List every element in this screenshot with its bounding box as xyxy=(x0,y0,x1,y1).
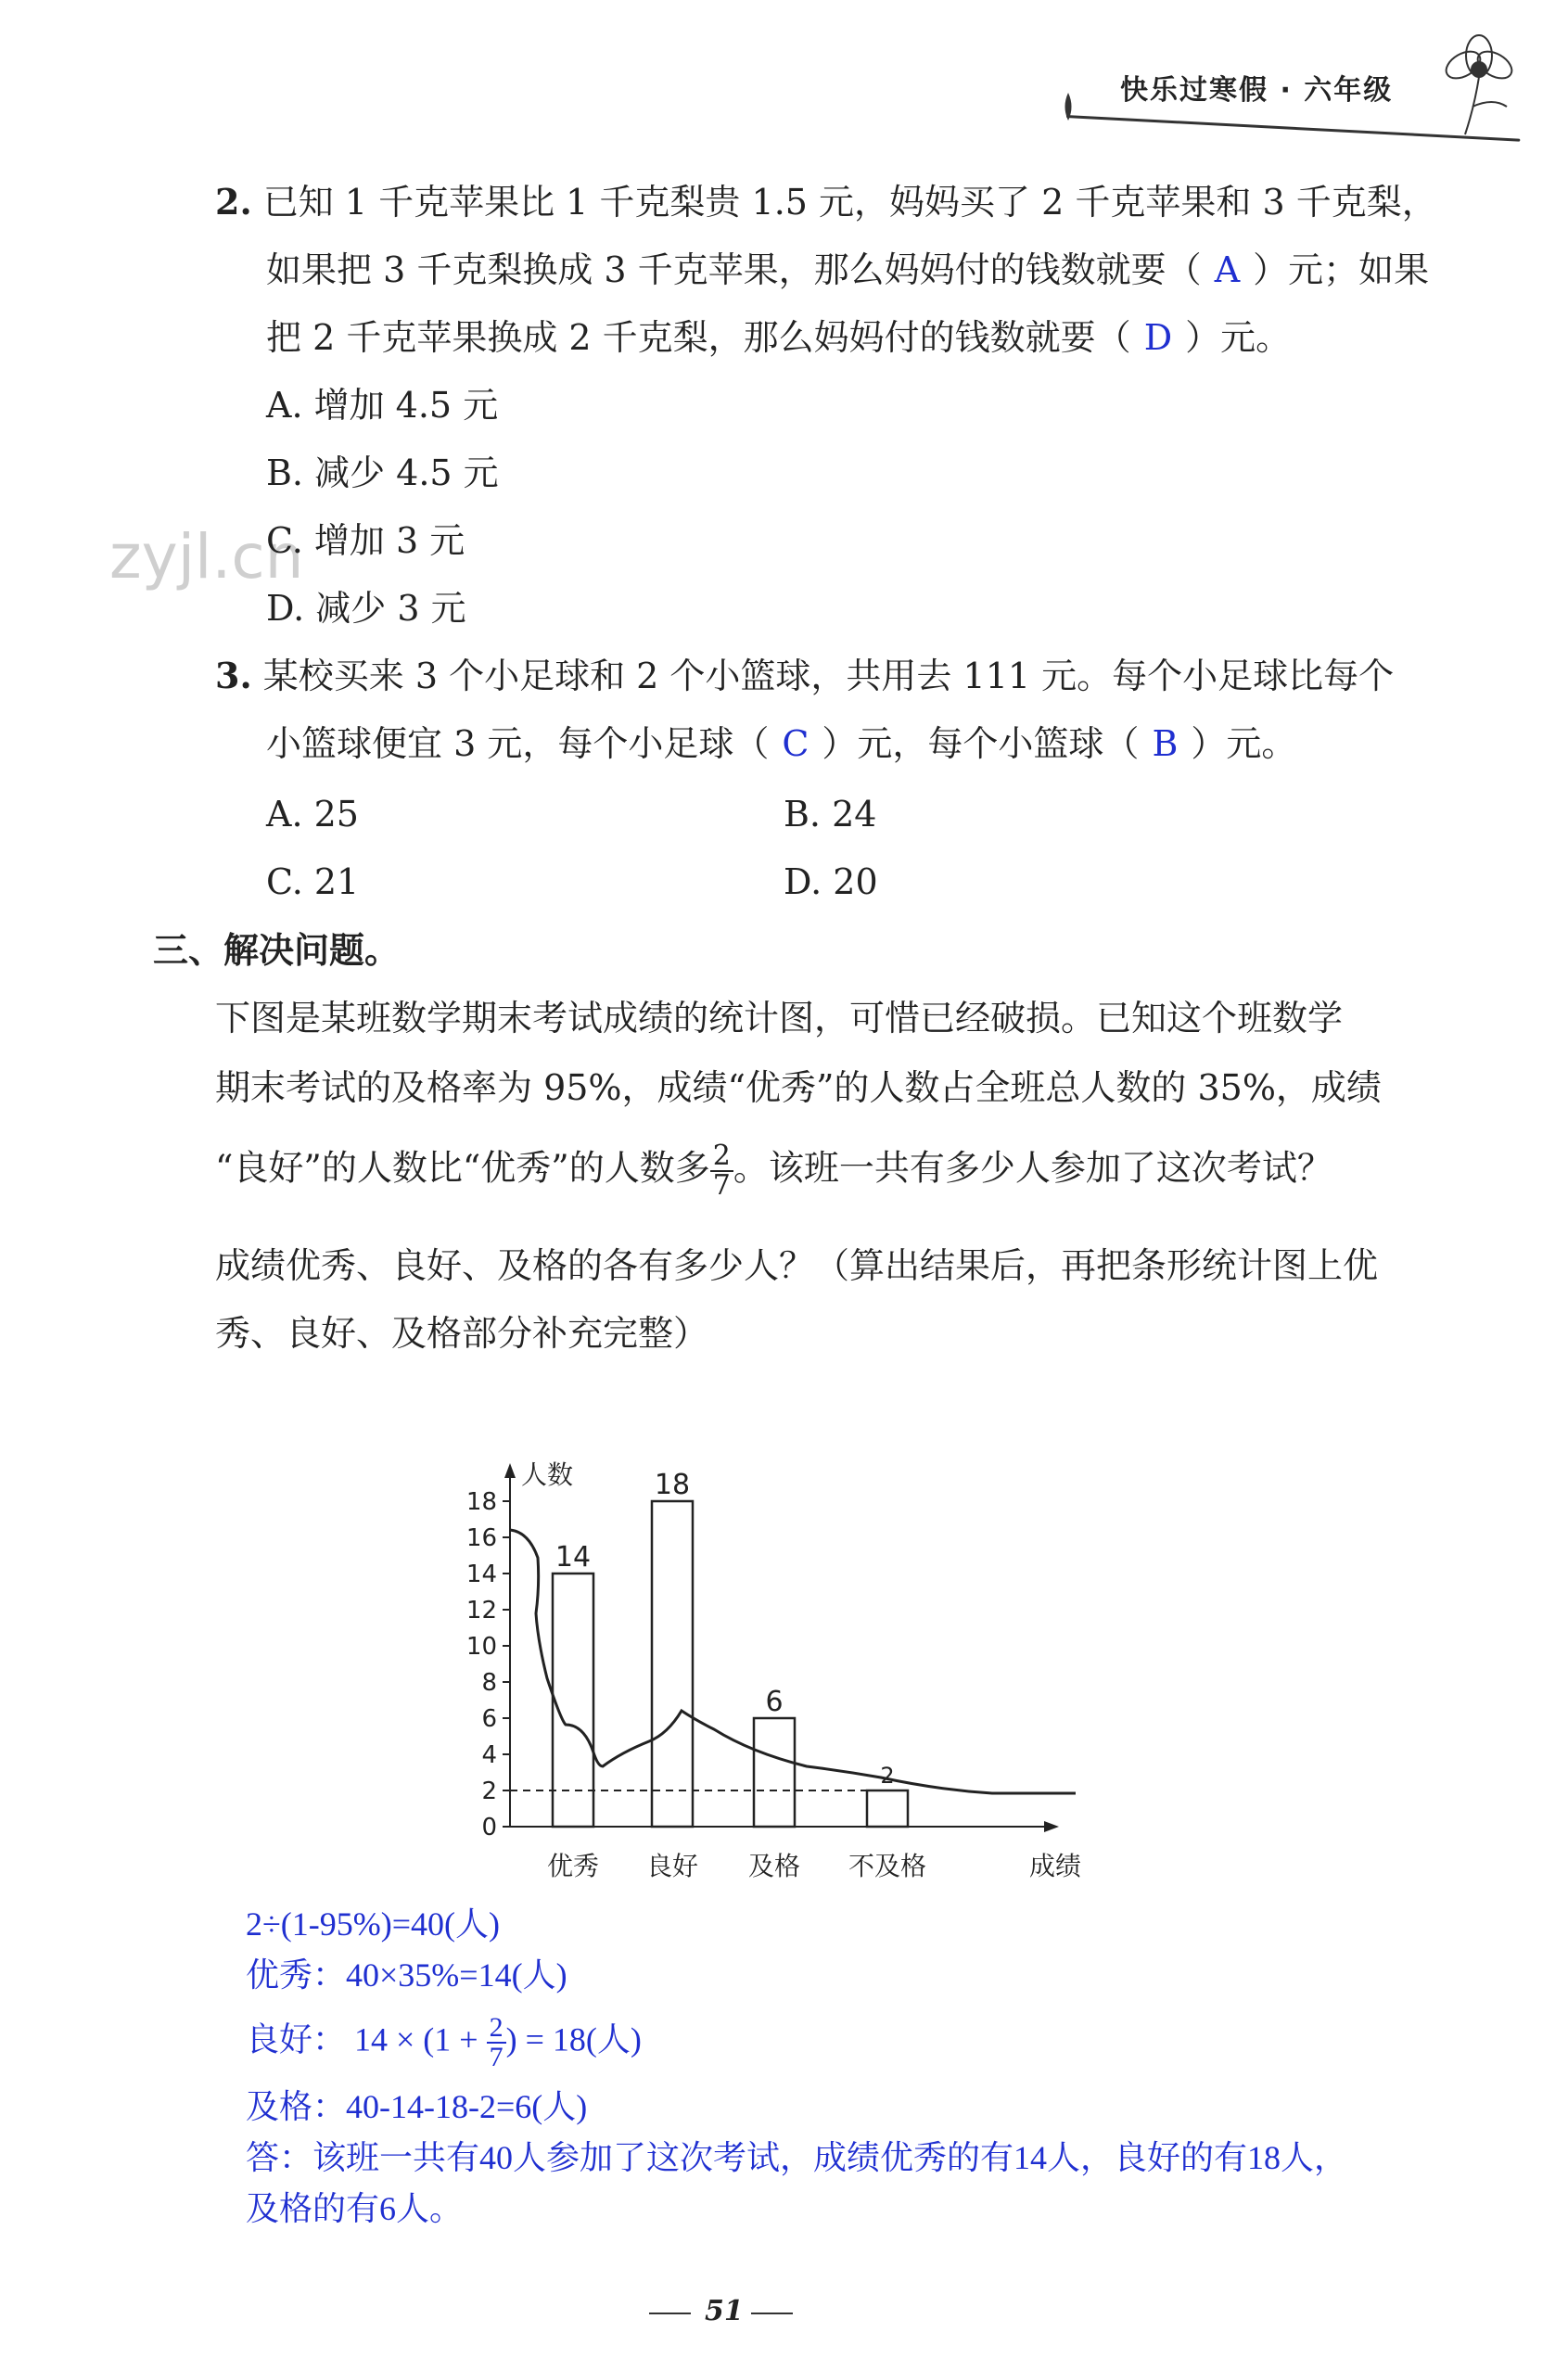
solution-answer-2: 及格的有6人。 xyxy=(246,2190,464,2227)
q2-answer-1: A xyxy=(1214,249,1241,290)
q2-text-1: 已知 1 千克苹果比 1 千克梨贵 1.5 元，妈妈买了 2 千克苹果和 3 千克梨， xyxy=(262,182,1437,223)
y-tick-label-10: 10 xyxy=(465,1633,497,1661)
y-tick-label-4: 4 xyxy=(481,1741,497,1769)
solution-fraction-numerator: 2 xyxy=(487,2014,506,2044)
q3-answer-1: C xyxy=(782,723,809,764)
bar-及格 xyxy=(754,1718,795,1827)
y-tick-label-12: 12 xyxy=(465,1597,497,1625)
y-tick-label-6: 6 xyxy=(481,1705,497,1733)
q3-number: 3. xyxy=(215,655,252,696)
leaf-icon xyxy=(1062,93,1075,124)
bar-chart-svg xyxy=(436,1446,1085,1882)
q2-option-a: A. 增加 4.5 元 xyxy=(266,385,499,426)
q2-answer-2: D xyxy=(1143,317,1173,358)
section3-para-5: 秀、良好、及格部分补充完整） xyxy=(215,1313,709,1354)
watermark: zyjl.cn xyxy=(109,521,304,592)
bar-优秀 xyxy=(553,1574,593,1827)
q2-option-b: B. 减少 4.5 元 xyxy=(266,452,499,493)
header-title: 快乐过寒假 · 六年级 xyxy=(1120,74,1394,107)
section3-para-3a: “良好”的人数比“优秀”的人数多 xyxy=(215,1147,710,1189)
x-tick-label-及格: 及格 xyxy=(747,1851,801,1881)
section3-para-1: 下图是某班数学期末考试成绩的统计图，可惜已经破损。已知这个班数学 xyxy=(215,998,1344,1038)
y-axis-arrow xyxy=(504,1463,516,1478)
q3-text-2a: 小篮球便宜 3 元，每个小足球（ xyxy=(266,723,770,764)
solution-line-3b: ) = 18(人) xyxy=(505,2020,642,2058)
data-label-良好: 18 xyxy=(654,1469,691,1501)
section3-para-3b: 。该班一共有多少人参加了这次考试？ xyxy=(733,1147,1332,1189)
footer-rule-right xyxy=(751,2313,793,2314)
torn-edge-line xyxy=(510,1530,1076,1793)
q3-option-b: B. 24 xyxy=(784,794,877,835)
x-tick-label-良好: 良好 xyxy=(645,1851,699,1881)
y-tick-label-16: 16 xyxy=(465,1524,497,1552)
y-axis-label: 人数 xyxy=(521,1459,574,1490)
q3-line1 xyxy=(215,655,1394,697)
solution-line-4: 及格：40-14-18-2=6(人) xyxy=(246,2088,588,2125)
solution-fraction xyxy=(487,2014,506,2071)
x-axis-label: 成绩 xyxy=(1028,1851,1082,1881)
fraction-2-7 xyxy=(710,1142,733,1200)
q2-line1 xyxy=(215,181,1437,223)
y-tick-label-2: 2 xyxy=(481,1778,497,1805)
data-label-优秀: 14 xyxy=(555,1541,592,1574)
q3-text-2c: ）元。 xyxy=(1191,723,1297,764)
x-axis-arrow xyxy=(1044,1821,1059,1832)
section3-para-4: 成绩优秀、良好、及格的各有多少人？（算出结果后，再把条形统计图上优 xyxy=(215,1245,1379,1286)
data-label-及格: 6 xyxy=(765,1686,784,1718)
q2-text-2b: ）元；如果 xyxy=(1253,249,1430,290)
q3-option-a: A. 25 xyxy=(266,794,359,835)
fraction-denominator: 7 xyxy=(712,1169,731,1202)
solution-line-3a: 良好： 14 × (1 + xyxy=(246,2020,487,2058)
x-tick-label-优秀: 优秀 xyxy=(546,1851,600,1881)
bar-良好 xyxy=(652,1501,693,1827)
data-label-不及格: 2 xyxy=(880,1763,895,1789)
q2-text-2a: 如果把 3 千克梨换成 3 千克苹果，那么妈妈付的钱数就要（ xyxy=(266,249,1202,290)
solution-fraction-denominator: 7 xyxy=(489,2042,504,2072)
fraction-numerator: 2 xyxy=(710,1142,733,1172)
q2-option-d: D. 减少 3 元 xyxy=(266,588,466,629)
y-tick-label-8: 8 xyxy=(481,1669,497,1697)
q2-text-3a: 把 2 千克苹果换成 2 千克梨，那么妈妈付的钱数就要（ xyxy=(266,317,1131,358)
x-tick-label-不及格: 不及格 xyxy=(848,1851,927,1881)
section3-para-3 xyxy=(215,1142,1332,1200)
y-tick-label-0: 0 xyxy=(481,1814,497,1841)
footer-rule-left xyxy=(649,2313,691,2314)
q3-line2 xyxy=(266,722,1296,765)
q3-option-d: D. 20 xyxy=(784,861,878,902)
q3-option-c: C. 21 xyxy=(266,861,360,902)
solution-line-3 xyxy=(246,2014,642,2071)
y-tick-label-14: 14 xyxy=(465,1561,497,1588)
q3-answer-2: B xyxy=(1152,723,1179,764)
solution-line-2: 优秀：40×35%=14(人) xyxy=(246,1956,567,1994)
y-tick-label-18: 18 xyxy=(465,1488,497,1516)
q3-text-2b: ）元，每个小篮球（ xyxy=(822,723,1140,764)
solution-answer-1: 答：该班一共有40人参加了这次考试，成绩优秀的有14人，良好的有18人， xyxy=(246,2139,1348,2176)
solution-line-1: 2÷(1-95%)=40(人) xyxy=(246,1905,500,1943)
bar-chart xyxy=(436,1446,1085,1886)
bar-不及格 xyxy=(867,1790,908,1827)
section3-title: 三、解决问题。 xyxy=(153,929,401,971)
q2-line2 xyxy=(266,248,1429,291)
q2-option-c: C. 增加 3 元 xyxy=(266,520,465,561)
q2-number: 2. xyxy=(215,181,252,223)
page-number: 51 xyxy=(705,2295,744,2327)
q3-text-1: 某校买来 3 个小足球和 2 个小篮球，共用去 111 元。每个小足球比每个 xyxy=(262,656,1395,696)
q2-text-3b: ）元。 xyxy=(1185,317,1292,358)
flower-decoration-icon xyxy=(1428,19,1530,143)
q2-line3 xyxy=(266,316,1291,359)
section3-para-2: 期末考试的及格率为 95%，成绩“优秀”的人数占全班总人数的 35%，成绩 xyxy=(215,1067,1382,1108)
